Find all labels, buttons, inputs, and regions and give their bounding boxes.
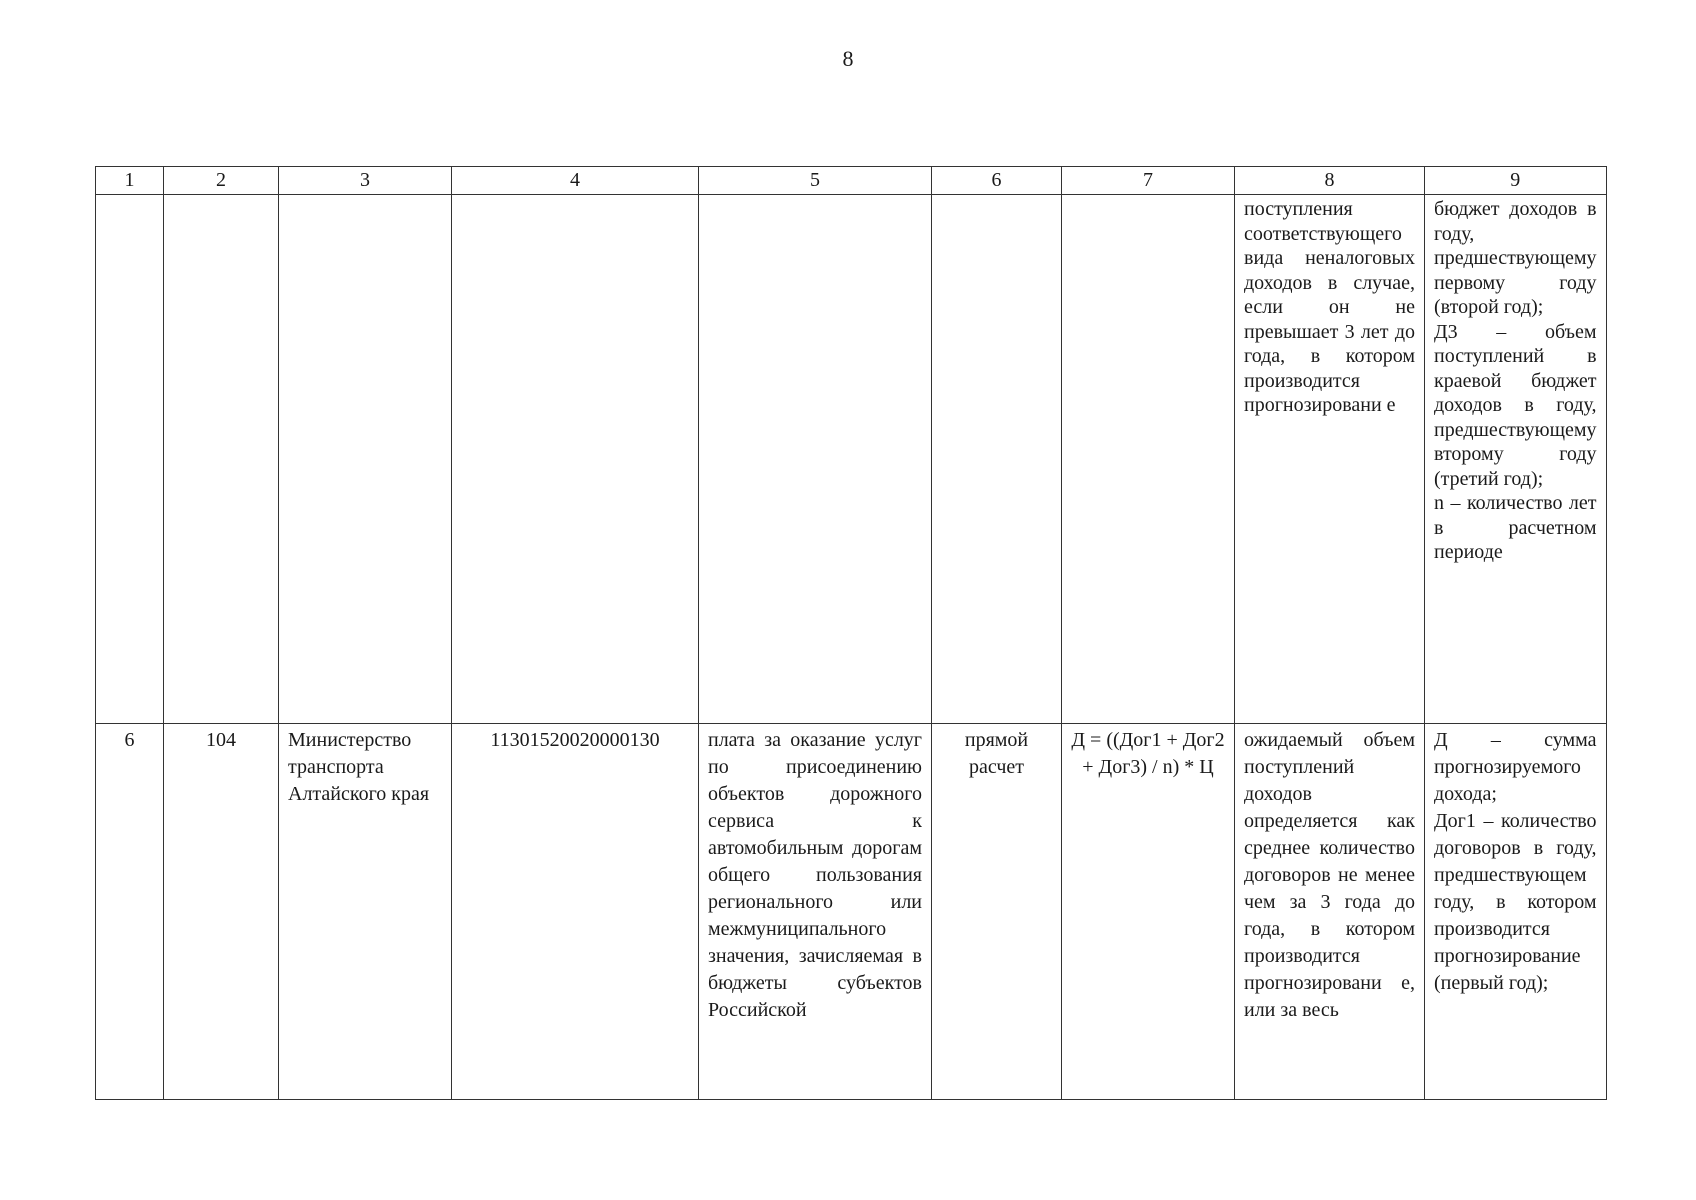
revenue-forecast-table [95,166,1607,1100]
header-cell-9: 9 [1425,167,1607,195]
cell-calculation-algorithm: ожидаемый объем поступлений доходов определяется как среднее количество договоров не менее чем за 3 года до года, в котором производится прогнозировани е, или за весь [1235,724,1425,1100]
cell-empty [279,195,452,724]
page-number: 8 [842,46,854,71]
table-row-continuation [96,195,1607,724]
header-cell-5: 5 [699,167,932,195]
cell-indicators-continued [1425,195,1607,724]
header-cell-2: 2 [164,167,279,195]
cell-empty [452,195,699,724]
cell-revenue-name: плата за оказание услуг по присоединению объектов дорожного сервиса к автомобильным дорогам общего пользования регионального или межмуниципального значения, зачисляемая в бюджеты субъектов Российской [699,724,932,1100]
header-cell-8: 8 [1235,167,1425,195]
header-cell-6: 6 [932,167,1062,195]
cell-empty [164,195,279,724]
cell-indicators [1425,724,1607,1100]
header-cell-3: 3 [279,167,452,195]
cell-kbk-code: 11301520020000130 [452,724,699,1100]
indicator-d: Д – сумма прогнозируемого дохода; [1434,729,1597,805]
indicator-d3: Д3 – объем поступлений в краевой бюджет доходов в году, предшествующему второму году (третий год); [1434,320,1597,490]
cell-calculation-algorithm-continued: поступления соответствующего вида неналоговых доходов в случае, если он не превышает 3 лет до года, в котором производится прогнозировани е [1235,195,1425,724]
cell-row-number: 6 [96,724,164,1100]
table-header-row [96,167,1607,195]
header-cell-7: 7 [1062,167,1235,195]
cell-administrator: Министерство транспорта Алтайского края [279,724,452,1100]
indicator-n: n – количество лет в расчетном периоде [1434,492,1597,563]
indicator-text: бюджет доходов в году, предшествующему первому году (второй год); [1434,198,1597,318]
cell-admin-code: 104 [164,724,279,1100]
header-cell-4: 4 [452,167,699,195]
cell-empty [96,195,164,724]
cell-empty [932,195,1062,724]
cell-empty [699,195,932,724]
cell-formula: Д = ((Дог1 + Дог2 + Дог3) / n) * Ц [1062,724,1235,1100]
cell-empty [1062,195,1235,724]
header-cell-1: 1 [96,167,164,195]
cell-forecast-method: прямой расчет [932,724,1062,1100]
indicator-dog1: Дог1 – количество договоров в году, предшествующем году, в котором производится прогнозирование (первый год); [1434,810,1597,994]
table-row [96,724,1607,1100]
